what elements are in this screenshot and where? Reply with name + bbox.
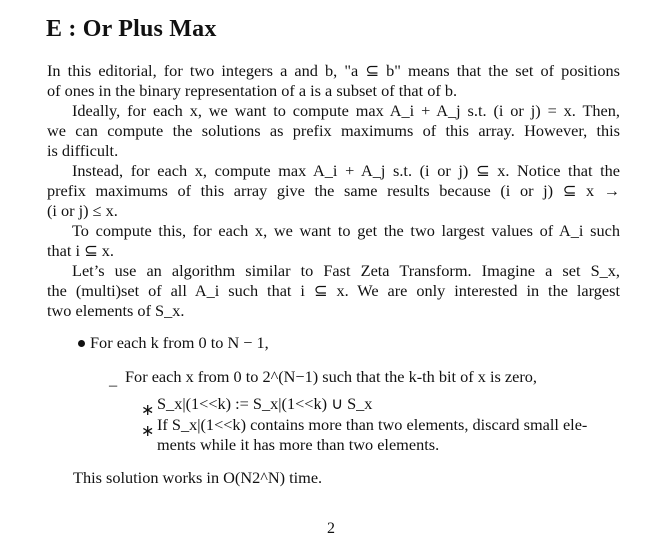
paragraph-line: Let’s use an algorithm similar to Fast Zeta Transform. Imagine a set S_x, <box>72 261 620 280</box>
sub-list-item: For each x from 0 to 2^(N−1) such that the k-th bit of x is zero, <box>125 367 537 386</box>
paragraph-line: is difficult. <box>47 141 119 160</box>
paragraph-line: prefix maximums of this array give the same results because (i or j) ⊆ x → <box>47 181 620 200</box>
asterisk-icon: ∗ <box>141 402 155 419</box>
bullet-icon <box>78 340 85 347</box>
page-number: 2 <box>327 520 335 537</box>
paragraph-line: of ones in the binary representation of a is a subset of that of b. <box>47 81 458 100</box>
algorithm-step: If S_x|(1<<k) contains more than two elements, discard small ele- <box>157 415 588 434</box>
algorithm-step: S_x|(1<<k) := S_x|(1<<k) ∪ S_x <box>157 394 373 413</box>
paragraph-line: we can compute the solutions as prefix maximums of this array. However, this <box>47 121 620 140</box>
asterisk-icon: ∗ <box>141 423 155 440</box>
paragraph-line: two elements of S_x. <box>47 301 185 320</box>
paragraph-line: that i ⊆ x. <box>47 241 115 260</box>
paragraph-line: In this editorial, for two integers a and b, "a ⊆ b" means that the set of positions <box>47 61 620 80</box>
dash-icon: – <box>109 375 118 394</box>
paragraph-line: To compute this, for each x, we want to get the two largest values of A_i such <box>72 221 620 240</box>
conclusion-text: This solution works in O(N2^N) time. <box>73 468 323 487</box>
section-title: E : Or Plus Max <box>46 16 217 42</box>
list-item: For each k from 0 to N − 1, <box>90 333 269 352</box>
paragraph-line: the (multi)set of all A_i such that i ⊆ x. We are only interested in the largest <box>47 281 620 300</box>
paragraph-line: (i or j) ≤ x. <box>47 201 118 220</box>
paragraph-line: Instead, for each x, compute max A_i + A_j s.t. (i or j) ⊆ x. Notice that the <box>72 161 620 180</box>
paragraph-line: Ideally, for each x, we want to compute max A_i + A_j s.t. (i or j) = x. Then, <box>72 101 620 120</box>
algorithm-step: ments while it has more than two elements. <box>157 435 440 454</box>
